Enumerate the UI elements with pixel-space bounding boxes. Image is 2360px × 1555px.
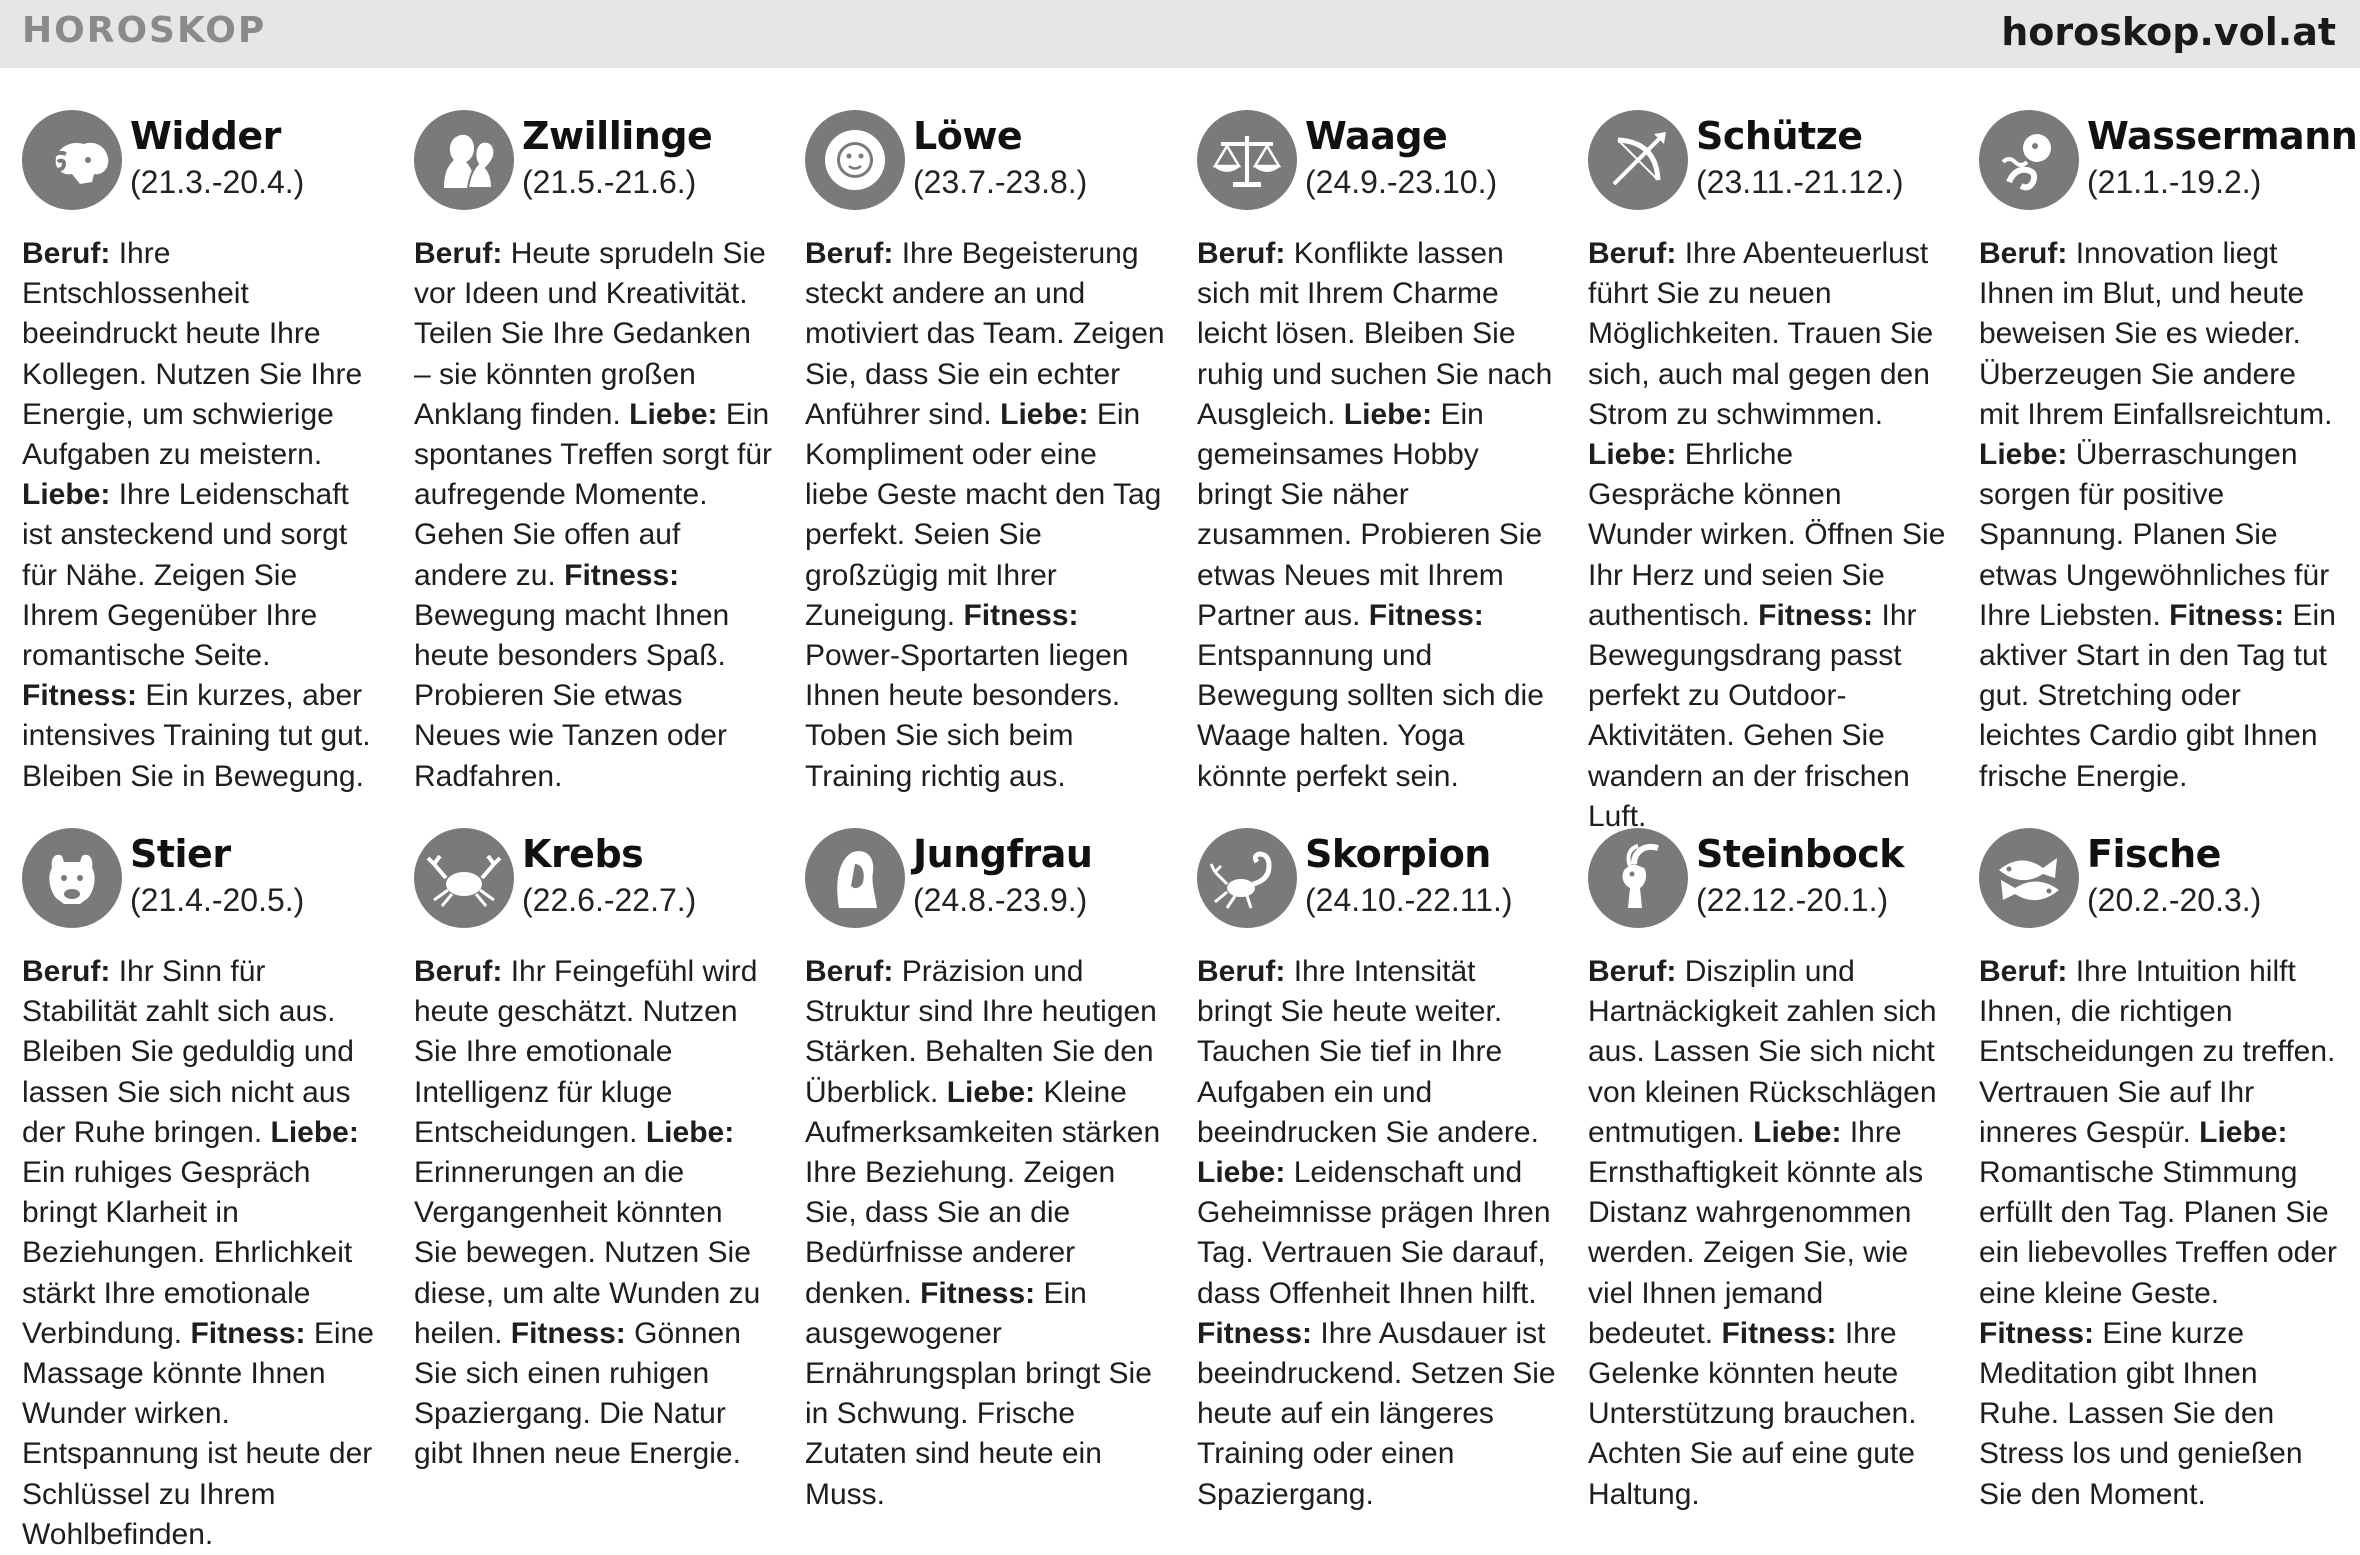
sign-text: Beruf: Heute sprudeln Sie vor Ideen und Kreativität. Teilen Sie Ihre Gedanken – sie könnten großen Anklang finden. Liebe: Ein spontanes Treffen sorgt für aufregende Momente. Gehen Sie offen auf andere zu. Fitness: Bewegung macht Ihnen heute besonders Spaß. Probieren Sie etwas Neues wie Tanzen oder Radfahren. [414, 237, 772, 793]
sign-text: Beruf: Ihre Intensität bringt Sie heute weiter. Tauchen Sie tief in Ihre Aufgaben ein und beeindrucken Sie andere. Liebe: Leidenschaft und Geheimnisse prägen Ihren Tag. Vertrauen Sie darauf, dass Offenheit Ihnen hilft. Fitness: Ihre Ausdauer ist beeindruckend. Setzen Sie heute auf ein längeres Training oder einen Spaziergang. [1197, 955, 1556, 1511]
sign-text: Beruf: Ihr Feingefühl wird heute geschätzt. Nutzen Sie Ihre emotionale Intelligenz für kluge Entscheidungen. Liebe: Erinnerungen an die Vergangenheit könnten Sie bewegen. Nutzen Sie diese, um alte Wunden zu heilen. Fitness: Gönnen Sie sich einen ruhigen Spaziergang. Die Natur gibt Ihnen neue Energie. [414, 955, 761, 1471]
sign-dates: (21.4.-20.5.) [130, 882, 305, 918]
page-title: HOROSKOP [22, 10, 267, 51]
maiden-icon [805, 828, 905, 928]
sign-dates: (21.5.-21.6.) [522, 164, 697, 200]
sign-text: Beruf: Ihre Begeisterung steckt andere an und motiviert das Team. Zeigen Sie, dass Sie ein echter Anführer sind. Liebe: Ein Kompliment oder eine liebe Geste macht den Tag perfekt. Seien Sie großzügig mit Ihrer Zuneigung. Fitness: Power-Sportarten liegen Ihnen heute besonders. Toben Sie sich beim Training richtig aus. [805, 237, 1165, 793]
scales-icon [1197, 110, 1297, 210]
sign-krebs [414, 828, 774, 1475]
sign-name: Löwe [913, 114, 1023, 158]
sign-wassermann [1979, 110, 2358, 797]
archer-icon [1588, 110, 1688, 210]
sign-text: Beruf: Präzision und Struktur sind Ihre heutigen Stärken. Behalten Sie den Überblick. Liebe: Kleine Aufmerksamkeiten stärken Ihre Beziehung. Zeigen Sie, dass Sie an die Bedürfnisse anderer denken. Fitness: Ein ausgewogener Ernährungsplan bringt Sie in Schwung. Frische Zutaten sind heute ein Muss. [805, 955, 1161, 1511]
sign-dates: (24.8.-23.9.) [913, 882, 1088, 918]
sign-dates: (23.11.-21.12.) [1696, 164, 1904, 200]
sign-dates: (21.3.-20.4.) [130, 164, 305, 200]
sign-dates: (20.2.-20.3.) [2087, 882, 2262, 918]
sign-name: Skorpion [1305, 832, 1491, 876]
sign-name: Waage [1305, 114, 1448, 158]
page-header [0, 0, 2360, 68]
sign-dates: (24.10.-22.11.) [1305, 882, 1513, 918]
sign-zwillinge [414, 110, 774, 797]
site-url[interactable]: horoskop.vol.at [2001, 10, 2336, 54]
sign-name: Widder [130, 114, 281, 158]
sign-text: Beruf: Ihre Intuition hilft Ihnen, die richtigen Entscheidungen zu treffen. Vertrauen Sie auf Ihr inneres Gespür. Liebe: Romantische Stimmung erfüllt den Tag. Planen Sie ein liebevolles Treffen oder eine kleine Geste. Fitness: Eine kurze Meditation gibt Ihnen Ruhe. Lassen Sie den Stress los und genießen Sie den Moment. [1979, 955, 2338, 1511]
crab-icon [414, 828, 514, 928]
sign-loewe [805, 110, 1165, 797]
lion-icon [805, 110, 905, 210]
sign-waage [1197, 110, 1557, 797]
sign-name: Fische [2087, 832, 2221, 876]
sign-widder [22, 110, 382, 797]
water-bearer-icon [1979, 110, 2079, 210]
sign-name: Zwillinge [522, 114, 713, 158]
sign-skorpion [1197, 828, 1557, 1515]
sign-name: Jungfrau [913, 832, 1093, 876]
sign-dates: (24.9.-23.10.) [1305, 164, 1498, 200]
sign-text: Beruf: Konflikte lassen sich mit Ihrem Charme leicht lösen. Bleiben Sie ruhig und suchen Sie nach Ausgleich. Liebe: Ein gemeinsames Hobby bringt Sie näher zusammen. Probieren Sie etwas Neues mit Ihrem Partner aus. Fitness: Entspannung und Bewegung sollten sich die Waage halten. Yoga könnte perfekt sein. [1197, 237, 1553, 793]
sign-steinbock [1588, 828, 1948, 1515]
fish-icon [1979, 828, 2079, 928]
sign-name: Krebs [522, 832, 644, 876]
scorpion-icon [1197, 828, 1297, 928]
sign-dates: (23.7.-23.8.) [913, 164, 1088, 200]
ibex-icon [1588, 828, 1688, 928]
bull-icon [22, 828, 122, 928]
sign-text: Beruf: Innovation liegt Ihnen im Blut, und heute beweisen Sie es wieder. Überzeugen Sie andere mit Ihrem Einfallsreichtum. Liebe: Überraschungen sorgen für positive Spannung. Planen Sie etwas Ungewöhnliches für Ihre Liebsten. Fitness: Ein aktiver Start in den Tag tut gut. Stretching oder leichtes Cardio gibt Ihnen frische Energie. [1979, 237, 2336, 793]
sign-name: Stier [130, 832, 231, 876]
ram-icon [22, 110, 122, 210]
sign-name: Wassermann [2087, 114, 2358, 158]
sign-stier [22, 828, 382, 1555]
sign-name: Schütze [1696, 114, 1863, 158]
sign-dates: (22.12.-20.1.) [1696, 882, 1889, 918]
sign-jungfrau [805, 828, 1165, 1515]
sign-text: Beruf: Disziplin und Hartnäckigkeit zahlen sich aus. Lassen Sie sich nicht von kleinen Rückschlägen entmutigen. Liebe: Ihre Ernsthaftigkeit könnte als Distanz wahrgenommen werden. Zeigen Sie, wie viel Ihnen jemand bedeutet. Fitness: Ihre Gelenke könnten heute Unterstützung brauchen. Achten Sie auf eine gute Haltung. [1588, 955, 1937, 1511]
sign-text: Beruf: Ihr Sinn für Stabilität zahlt sich aus. Bleiben Sie geduldig und lassen Sie sich nicht aus der Ruhe bringen. Liebe: Ein ruhiges Gespräch bringt Klarheit in Beziehungen. Ehrlichkeit stärkt Ihre emotionale Verbindung. Fitness: Eine Massage könnte Ihnen Wunder wirken. Entspannung ist heute der Schlüssel zu Ihrem Wohlbefinden. [22, 955, 374, 1551]
sign-text: Beruf: Ihre Abenteuerlust führt Sie zu neuen Möglichkeiten. Trauen Sie sich, auch mal gegen den Strom zu schwimmen. Liebe: Ehrliche Gespräche können Wunder wirken. Öffnen Sie Ihr Herz und seien Sie authentisch. Fitness: Ihr Bewegungsdrang passt perfekt zu Outdoor-Aktivitäten. Gehen Sie wandern an der frischen Luft. [1588, 237, 1946, 833]
sign-text: Beruf: Ihre Entschlossenheit beeindruckt heute Ihre Kollegen. Nutzen Sie Ihre Energie, um schwierige Aufgaben zu meistern. Liebe: Ihre Leidenschaft ist ansteckend und sorgt für Nähe. Zeigen Sie Ihrem Gegenüber Ihre romantische Seite. Fitness: Ein kurzes, aber intensives Training tut gut. Bleiben Sie in Bewegung. [22, 237, 371, 793]
twins-icon [414, 110, 514, 210]
sign-dates: (22.6.-22.7.) [522, 882, 697, 918]
sign-fische [1979, 828, 2339, 1515]
sign-schuetze [1588, 110, 1948, 837]
sign-dates: (21.1.-19.2.) [2087, 164, 2262, 200]
sign-name: Steinbock [1696, 832, 1904, 876]
